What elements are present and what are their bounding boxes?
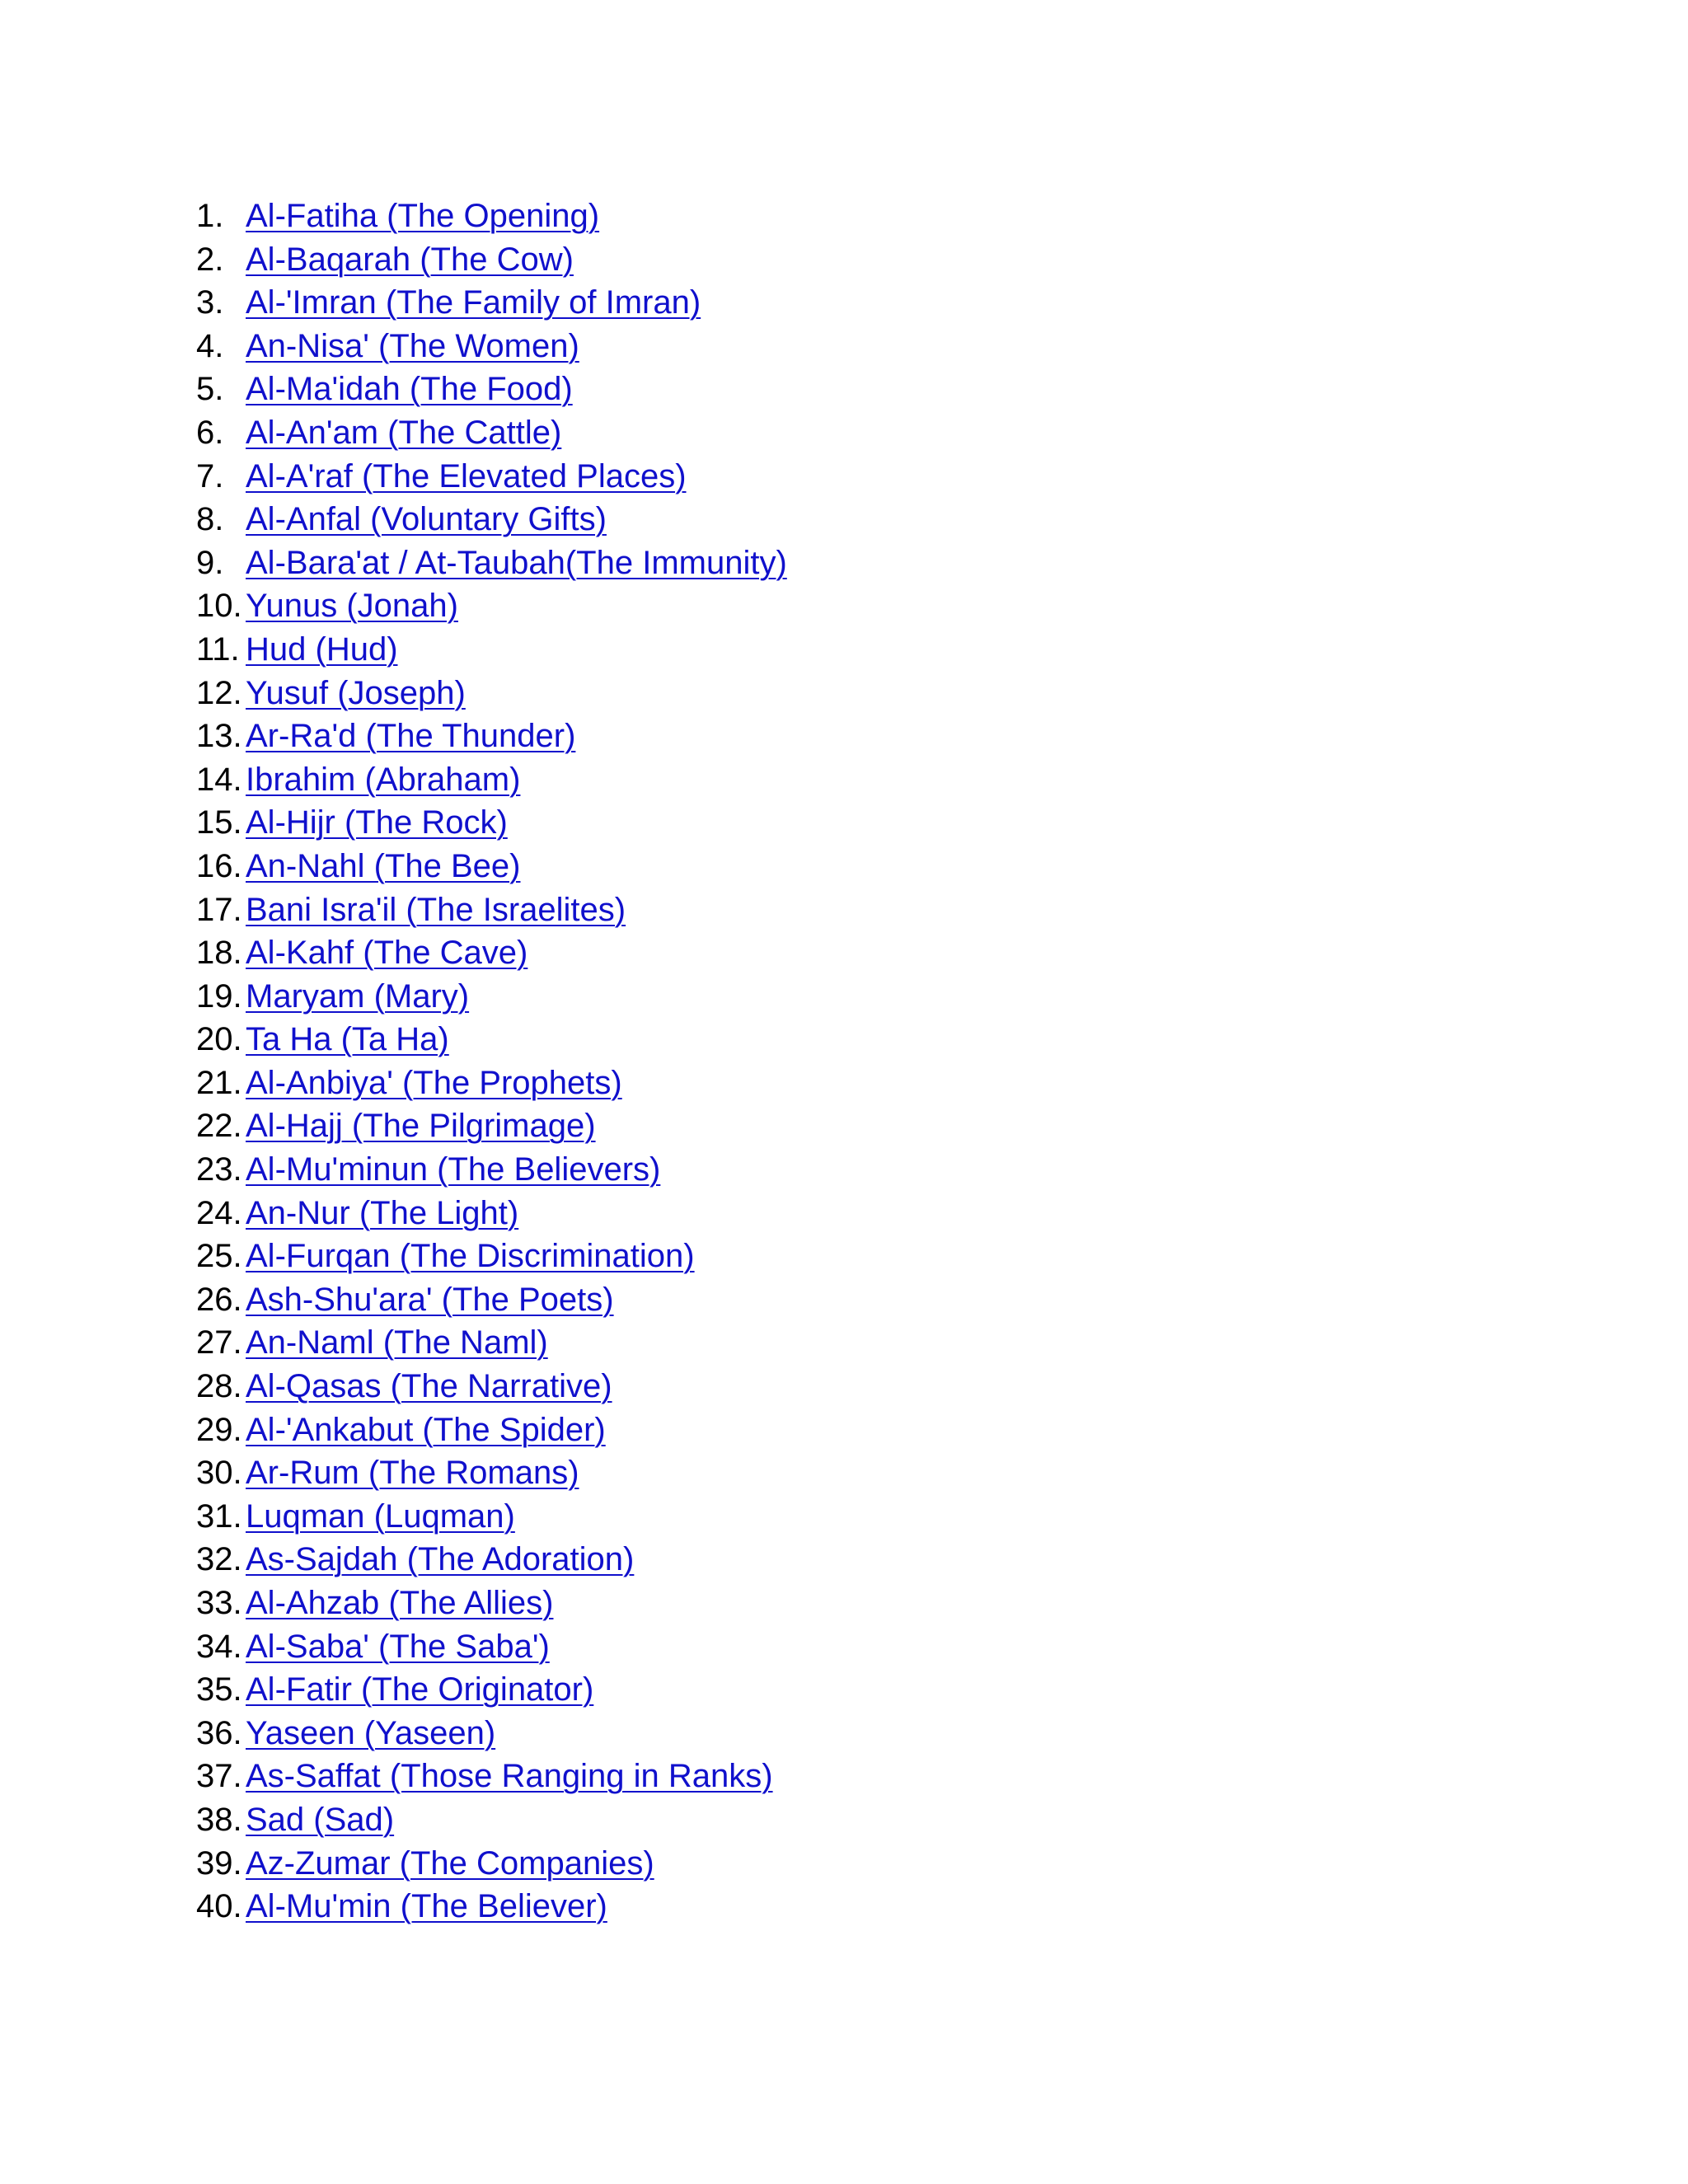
list-item [196,238,787,282]
list-item-number: 21. [196,1064,242,1101]
surah-link[interactable]: An-Nahl (The Bee) [246,847,521,884]
list-item-number: 36. [196,1714,242,1751]
list-item [196,975,787,1019]
list-item [196,1365,787,1408]
list-item-number: 6. [196,414,224,451]
list-item [196,628,787,672]
surah-link[interactable]: Al-Anfal (Voluntary Gifts) [246,501,607,538]
list-item [196,715,787,758]
list-item-number: 16. [196,847,242,884]
surah-link[interactable]: Ibrahim (Abraham) [246,761,521,798]
list-item [196,1235,787,1278]
list-item-number: 37. [196,1758,242,1795]
list-item [196,281,787,325]
list-item-number: 13. [196,718,242,755]
list-item-number: 31. [196,1497,242,1535]
list-item-number: 35. [196,1671,242,1708]
surah-link[interactable]: Ar-Rum (The Romans) [246,1455,579,1492]
list-item [196,1148,787,1192]
surah-link[interactable]: Yaseen (Yaseen) [246,1714,496,1751]
surah-link[interactable]: Al-Ma'idah (The Food) [246,371,573,408]
surah-link[interactable]: Luqman (Luqman) [246,1497,515,1535]
list-item-number: 14. [196,761,242,798]
list-item-number: 10. [196,588,242,625]
list-item-number: 24. [196,1194,242,1231]
list-item [196,1755,787,1798]
list-item-number: 4. [196,327,224,364]
list-item-number: 20. [196,1021,242,1058]
list-item [196,801,787,845]
list-item-number: 1. [196,198,224,234]
surah-link[interactable]: Al-Ahzab (The Allies) [246,1585,554,1621]
list-item-number: 18. [196,935,242,972]
list-item-number: 15. [196,804,242,841]
surah-link[interactable]: Ar-Ra'd (The Thunder) [246,718,576,755]
list-item [196,498,787,541]
list-item-number: 17. [196,891,242,928]
list-item-number: 12. [196,674,242,711]
surah-link[interactable]: Ash-Shu'ara' (The Poets) [246,1281,614,1318]
list-item [196,1798,787,1842]
list-item-number: 27. [196,1324,242,1361]
surah-link[interactable]: Al-Furqan (The Discrimination) [246,1238,695,1275]
list-item-number: 33. [196,1585,242,1621]
list-item [196,1712,787,1755]
surah-link[interactable]: Ta Ha (Ta Ha) [246,1021,449,1058]
surah-link[interactable]: Al-Bara'at / At-Taubah(The Immunity) [246,544,787,581]
list-item [196,1538,787,1582]
list-item [196,931,787,975]
list-item [196,1408,787,1452]
list-item-number: 22. [196,1108,242,1145]
list-item-number: 26. [196,1281,242,1318]
surah-link[interactable]: Al-'Ankabut (The Spider) [246,1411,606,1448]
list-item [196,1668,787,1712]
list-item-number: 38. [196,1801,242,1838]
surah-link[interactable]: Al-Fatir (The Originator) [246,1671,594,1708]
list-item-number: 25. [196,1238,242,1275]
list-item [196,845,787,888]
list-item-number: 34. [196,1628,242,1665]
list-item [196,368,787,411]
list-item [196,1885,787,1929]
surah-link[interactable]: Al-Hajj (The Pilgrimage) [246,1108,596,1145]
surah-list [196,194,787,1929]
list-item [196,1062,787,1105]
list-item [196,411,787,455]
surah-link[interactable]: Bani Isra'il (The Israelites) [246,891,626,928]
list-item [196,1018,787,1062]
surah-link[interactable]: Al-Hijr (The Rock) [246,804,508,841]
surah-link[interactable]: Yunus (Jonah) [246,588,458,625]
list-item [196,1495,787,1539]
surah-link[interactable]: Al-Anbiya' (The Prophets) [246,1064,622,1101]
list-item [196,888,787,932]
list-item [196,672,787,715]
list-item [196,1104,787,1148]
list-item-number: 8. [196,501,224,538]
list-item [196,1192,787,1235]
surah-link[interactable]: An-Naml (The Naml) [246,1324,548,1361]
surah-link[interactable]: Al-Saba' (The Saba') [246,1628,550,1665]
surah-link[interactable]: An-Nur (The Light) [246,1194,519,1231]
surah-link[interactable]: Al-Mu'min (The Believer) [246,1888,607,1925]
list-item-number: 32. [196,1541,242,1578]
surah-link[interactable]: Maryam (Mary) [246,977,470,1015]
surah-link[interactable]: Sad (Sad) [246,1801,395,1838]
list-item [196,584,787,628]
list-item [196,194,787,238]
list-item [196,1625,787,1669]
list-item [196,455,787,499]
list-item-number: 29. [196,1411,242,1448]
surah-link[interactable]: Az-Zumar (The Companies) [246,1844,654,1882]
list-item [196,1582,787,1625]
list-item [196,1842,787,1886]
list-item [196,1451,787,1495]
list-item [196,758,787,802]
list-item-number: 23. [196,1151,242,1188]
surah-link[interactable]: Al-Kahf (The Cave) [246,935,528,972]
list-item-number: 3. [196,284,224,321]
list-item-number: 9. [196,544,224,581]
list-item-number: 7. [196,457,224,494]
surah-link[interactable]: Al-'Imran (The Family of Imran) [246,284,701,321]
surah-link[interactable]: Al-Mu'minun (The Believers) [246,1151,661,1188]
list-item [196,541,787,585]
surah-link[interactable]: An-Nisa' (The Women) [246,327,579,364]
list-item-number: 30. [196,1455,242,1492]
surah-link[interactable]: Hud (Hud) [246,630,398,668]
list-item [196,325,787,368]
surah-link[interactable]: Al-An'am (The Cattle) [246,414,562,451]
surah-link[interactable]: Al-Baqarah (The Cow) [246,241,574,278]
list-item-number: 19. [196,977,242,1015]
surah-link[interactable]: As-Saffat (Those Ranging in Ranks) [246,1758,773,1795]
list-item-number: 2. [196,241,224,278]
surah-link[interactable]: As-Sajdah (The Adoration) [246,1541,635,1578]
surah-link[interactable]: Al-Fatiha (The Opening) [246,198,600,234]
list-item [196,1321,787,1365]
list-item-number: 28. [196,1368,242,1405]
list-item-number: 11. [196,630,240,668]
surah-link[interactable]: Al-Qasas (The Narrative) [246,1368,612,1405]
list-item-number: 40. [196,1888,242,1925]
list-item-number: 5. [196,371,224,408]
surah-link[interactable]: Yusuf (Joseph) [246,674,466,711]
surah-link[interactable]: Al-A'raf (The Elevated Places) [246,457,687,494]
list-item-number: 39. [196,1844,242,1882]
list-item [196,1278,787,1322]
